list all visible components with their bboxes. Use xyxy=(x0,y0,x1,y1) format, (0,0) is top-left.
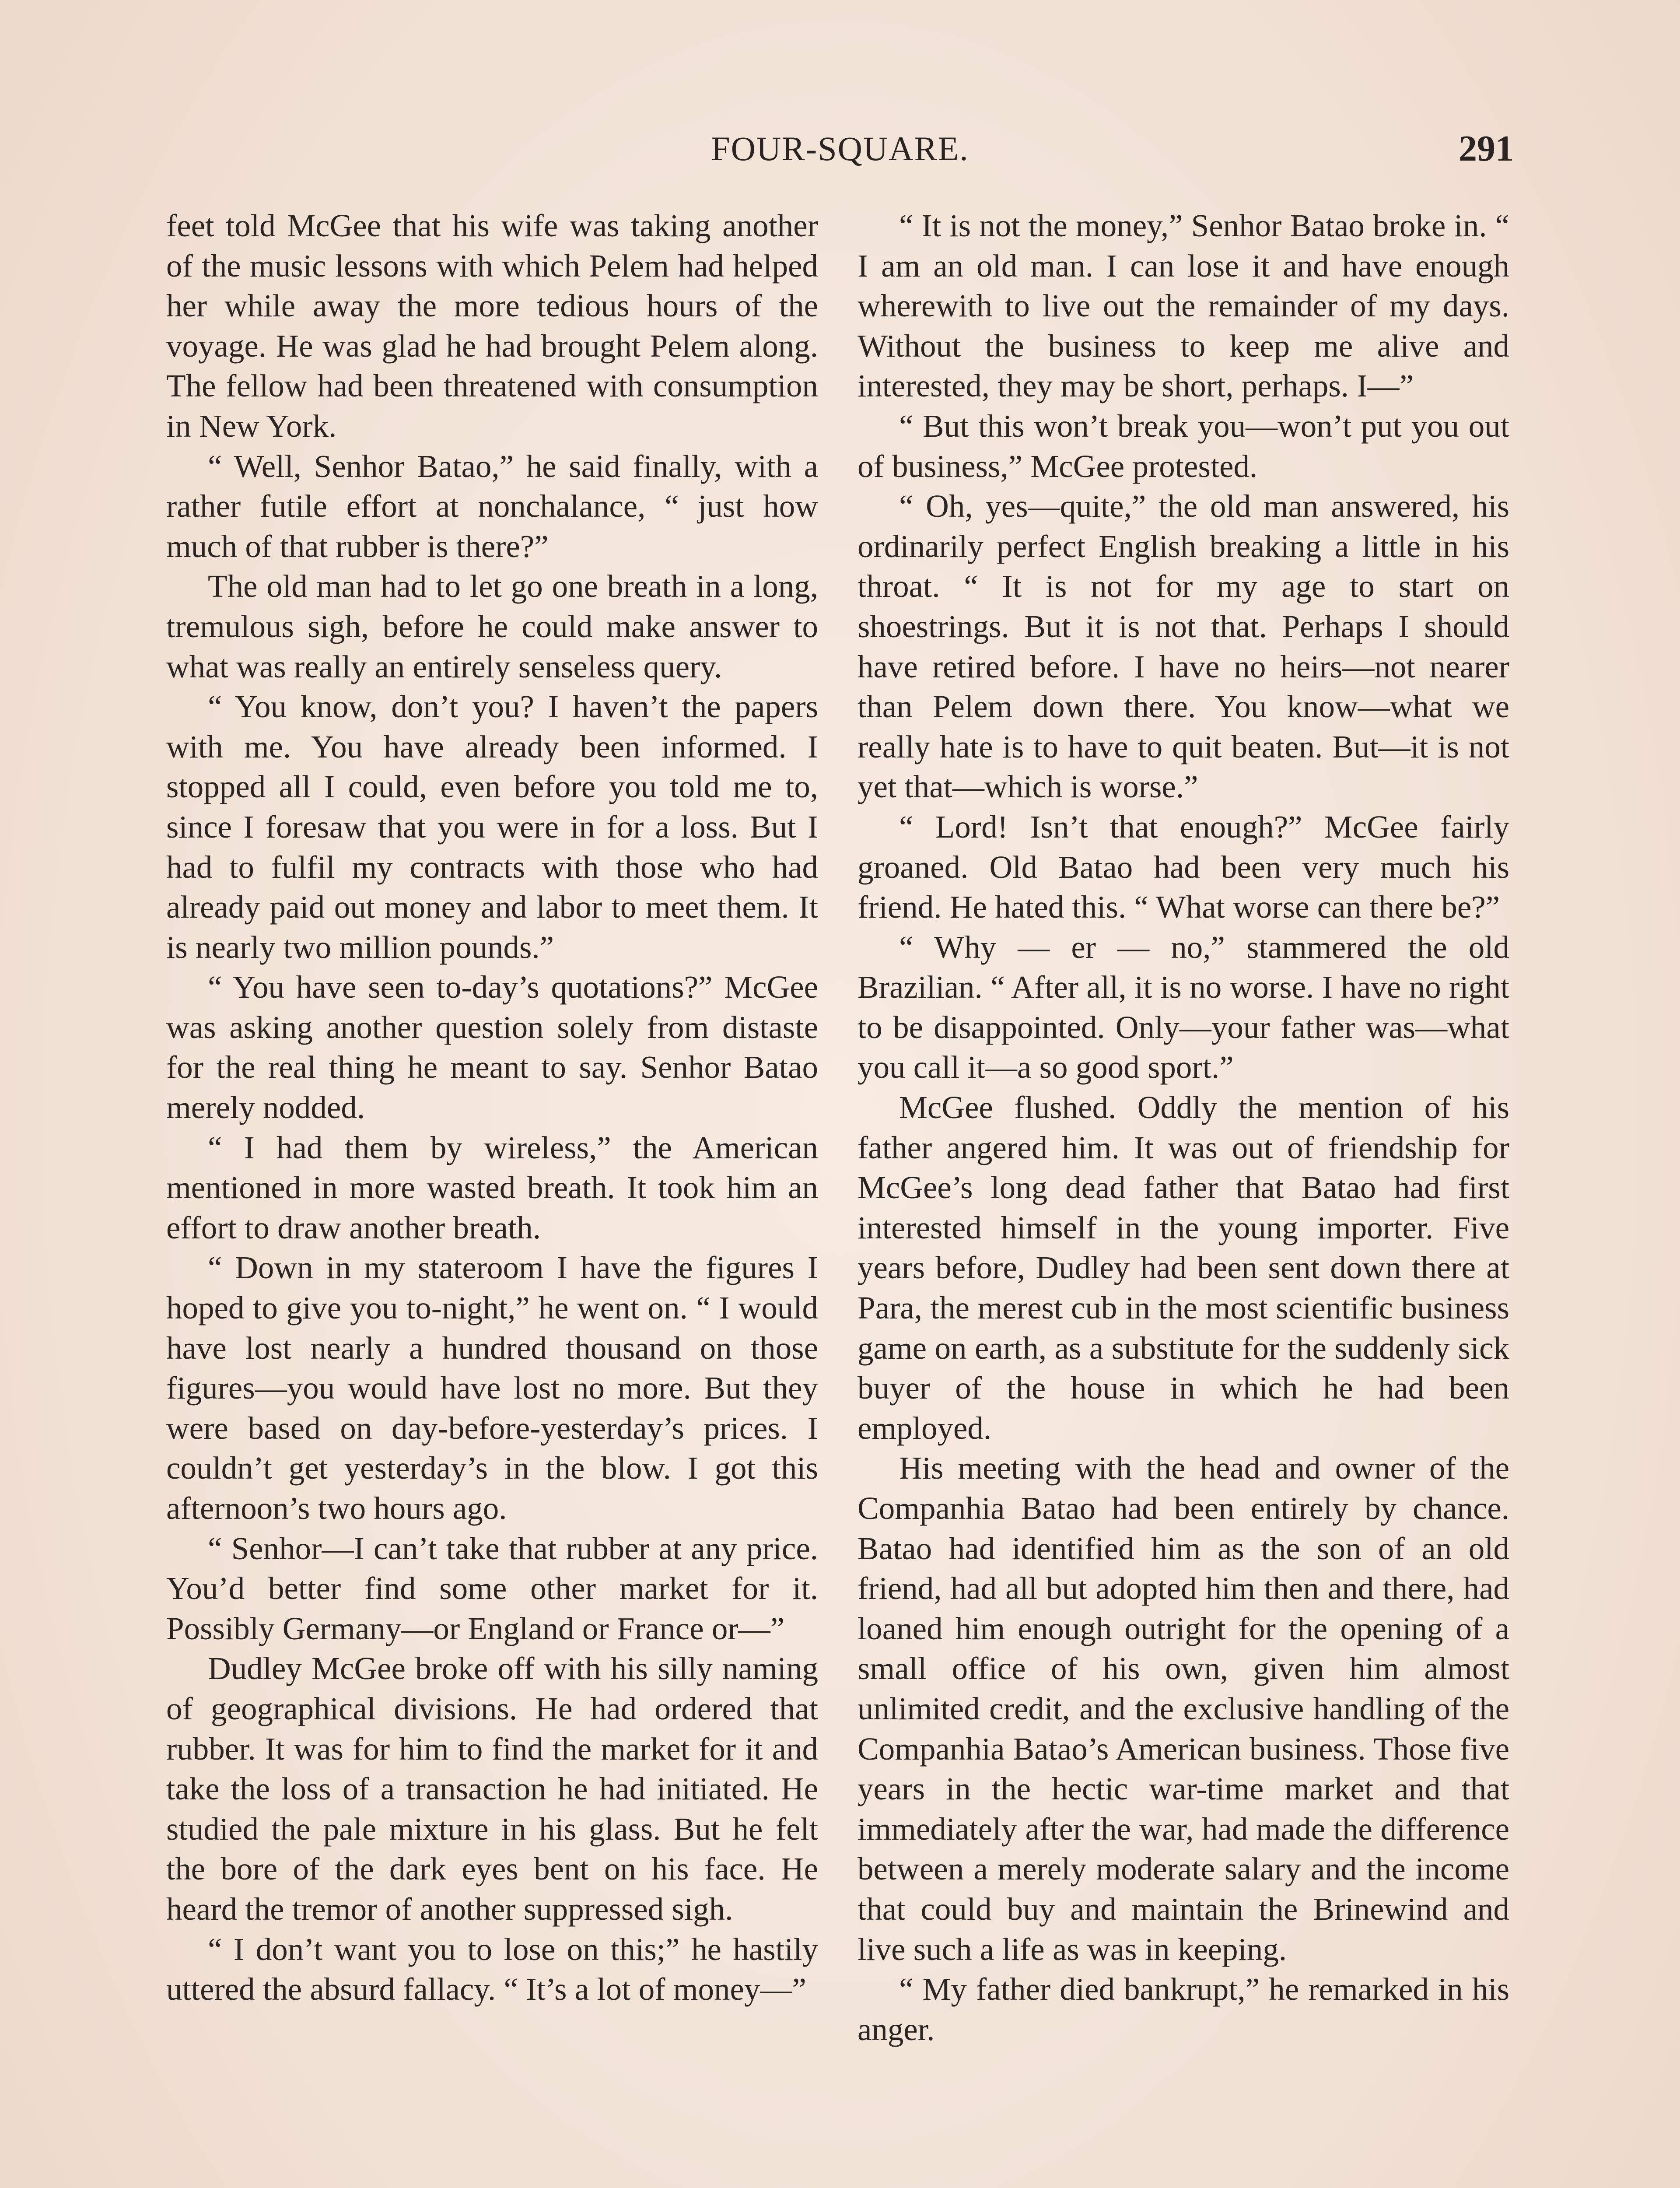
paragraph: feet told McGee that his wife was taking another of the music lessons with which Pelem had helped her while away the more tedious hours of the voyage. He was glad he had brought Pelem along. The fellow had been threatened with consumption in New York. xyxy=(166,208,818,444)
left-column xyxy=(166,206,818,2009)
paragraph: Dudley McGee broke off with his silly naming of geographical divisions. He had ordered that rubber. It was for him to find the market for it and take the loss of a transaction he had initiated. He studied the pale mixture in his glass. But he felt the bore of the dark eyes bent on his face. He heard the tremor of another suppressed sigh. xyxy=(166,1651,818,1927)
paragraph: “ You have seen to-day’s quotations?” McGee was asking another question solely from distaste for the real thing he meant to say. Senhor Batao merely nodded. xyxy=(166,969,818,1126)
paragraph: “ I had them by wireless,” the American mentioned in more wasted breath. It took him an effort to draw another breath. xyxy=(166,1129,818,1245)
paragraph: “ You know, don’t you? I haven’t the papers with me. You have already been informed. I stopped all I could, even before you told me to, since I foresaw that you were in for a loss. But I had to fulfil my contracts with those who had already paid out money and labor to meet them. It is nearly two million pounds.” xyxy=(166,689,818,965)
running-header xyxy=(166,125,1514,173)
paragraph: The old man had to let go one breath in a long, tremulous sigh, before he could make answer to what was really an entirely senseless query. xyxy=(166,568,818,684)
paragraph: “ Lord! Isn’t that enough?” McGee fairly groaned. Old Batao had been very much his friend. He hated this. “ What worse can there be?” xyxy=(858,809,1509,925)
paragraph: “ It is not the money,” Senhor Batao broke in. “ I am an old man. I can lose it and have enough wherewith to live out the remainder of my days. Without the business to keep me alive and interested, they may be short, perhaps. I—” xyxy=(858,208,1509,404)
paragraph: His meeting with the head and owner of the Companhia Batao had been entirely by chance. Batao had identified him as the son of an old friend, had all but adopted him then and there, had loaned him enough outright for the opening of a small office of his own, given him almost unlimited credit, and the exclusive handling of the Companhia Batao’s American business. Those five years in the hectic war-time market and that immediately after the war, had made the difference between a merely moderate salary and the income that could buy and maintain the Brinewind and live such a life as was in keeping. xyxy=(858,1450,1509,1967)
paragraph: “ My father died bankrupt,” he remarked in his anger. xyxy=(858,1971,1509,2047)
paragraph: “ I don’t want you to lose on this;” he hastily uttered the absurd fallacy. “ It’s a lot of money—” xyxy=(166,1931,818,2007)
paragraph: “ Down in my stateroom I have the figures I hoped to give you to-night,” he went on. “ I would have lost nearly a hundred thousand on those figures—you would have lost no more. But they were based on day-before-yesterday’s prices. I couldn’t get yesterday’s in the blow. I got this afternoon’s two hours ago. xyxy=(166,1250,818,1526)
paragraph: “ Oh, yes—quite,” the old man answered, his ordinarily perfect English breaking a little in his throat. “ It is not for my age to start on shoestrings. But it is not that. Perhaps I should have retired before. I have no heirs—not nearer than Pelem down there. You know—what we really hate is to have to quit beaten. But—it is not yet that—which is worse.” xyxy=(858,488,1509,805)
paragraph: McGee flushed. Oddly the mention of his father angered him. It was out of friendship for McGee’s long dead father that Batao had first interested himself in the young importer. Five years before, Dudley had been sent down there at Para, the merest cub in the most scientific business game on earth, as a substitute for the suddenly sick buyer of the house in which he had been employed. xyxy=(858,1090,1509,1446)
paragraph: “ Senhor—I can’t take that rubber at any price. You’d better find some other market for it. Possibly Germany—or England or France or—” xyxy=(166,1530,818,1646)
paragraph: “ Well, Senhor Batao,” he said finally, with a rather futile effort at nonchalance, “ just how much of that rubber is there?” xyxy=(166,448,818,564)
page-number: 291 xyxy=(1459,128,1514,169)
paragraph: “ Why — er — no,” stammered the old Brazilian. “ After all, it is no worse. I have no right to be disappointed. Only—your father was—what you call it—a so good sport.” xyxy=(858,929,1509,1085)
paragraph: “ But this won’t break you—won’t put you out of business,” McGee protested. xyxy=(858,408,1509,484)
right-column xyxy=(858,206,1509,2049)
magazine-title: FOUR-SQUARE. xyxy=(711,130,969,168)
